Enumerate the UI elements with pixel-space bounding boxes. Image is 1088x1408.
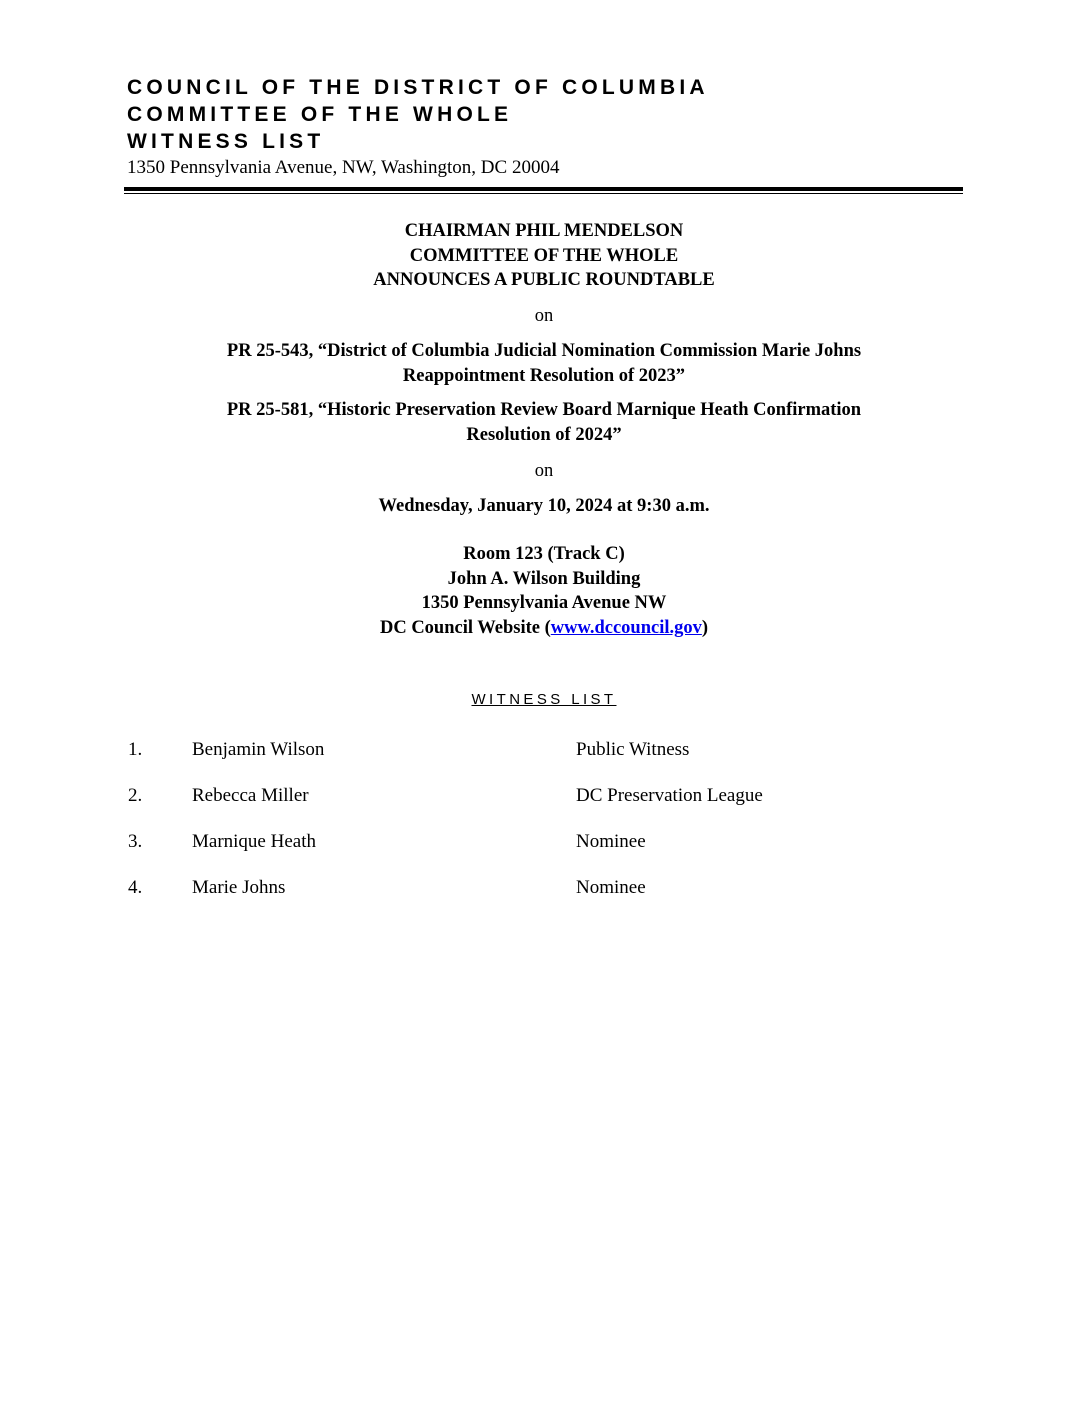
room-line: Room 123 (Track C)	[463, 544, 625, 564]
measure-2-line-2: Resolution of 2024”	[466, 424, 622, 445]
witness-row	[0, 828, 1088, 856]
website-line	[0, 616, 1088, 641]
letterhead	[127, 74, 967, 180]
witness-number: 1.	[128, 739, 143, 760]
witness-list-heading	[0, 689, 1088, 711]
witness-name: Benjamin Wilson	[192, 739, 325, 760]
witness-row	[0, 736, 1088, 764]
on-connector-1: on	[534, 306, 554, 326]
committee-line: COMMITTEE OF THE WHOLE	[409, 245, 679, 266]
witness-affiliation: Nominee	[576, 831, 646, 852]
council-address: 1350 Pennsylvania Avenue, NW, Washington, DC 20004	[127, 157, 560, 178]
witness-affiliation: Public Witness	[576, 739, 690, 760]
website-suffix: )	[701, 617, 709, 638]
chairman-line: CHAIRMAN PHIL MENDELSON	[404, 221, 684, 241]
website-link[interactable]: www.dccouncil.gov	[550, 617, 702, 638]
witness-row	[0, 782, 1088, 810]
measure-2-line-1: PR 25-581, “Historic Preservation Review Board Marnique Heath Confirmation	[226, 400, 862, 420]
document-type: WITNESS LIST	[127, 130, 325, 153]
hearing-location	[0, 542, 1088, 640]
building-line: John A. Wilson Building	[447, 568, 641, 589]
witness-name: Rebecca Miller	[192, 785, 309, 806]
witness-list-heading-text: WITNESS LIST	[471, 691, 617, 708]
witness-number: 4.	[128, 877, 143, 898]
measure-pr-25-543	[0, 339, 1088, 388]
witness-number: 2.	[128, 785, 143, 806]
hearing-date: Wednesday, January 10, 2024 at 9:30 a.m.	[378, 496, 710, 516]
witness-number: 3.	[128, 831, 143, 852]
witness-affiliation: Nominee	[576, 877, 646, 898]
roundtable-line: ANNOUNCES A PUBLIC ROUNDTABLE	[373, 270, 715, 290]
header-divider-thin	[124, 193, 963, 194]
committee-name: COMMITTEE OF THE WHOLE	[127, 103, 513, 126]
measure-1-line-1: PR 25-543, “District of Columbia Judicial Nomination Commission Marie Johns	[226, 341, 862, 361]
witness-affiliation: DC Preservation League	[576, 785, 763, 806]
website-prefix: DC Council Website (	[379, 617, 551, 638]
witness-name: Marie Johns	[192, 877, 286, 898]
street-line: 1350 Pennsylvania Avenue NW	[421, 593, 667, 613]
measure-1-line-2: Reappointment Resolution of 2023”	[402, 365, 686, 386]
witness-row	[0, 874, 1088, 902]
announcement-heading	[0, 219, 1088, 293]
council-name: COUNCIL OF THE DISTRICT OF COLUMBIA	[127, 76, 709, 99]
measure-pr-25-581	[0, 398, 1088, 447]
witness-name: Marnique Heath	[192, 831, 316, 852]
header-divider-thick	[124, 187, 963, 191]
on-connector-2: on	[534, 461, 554, 481]
